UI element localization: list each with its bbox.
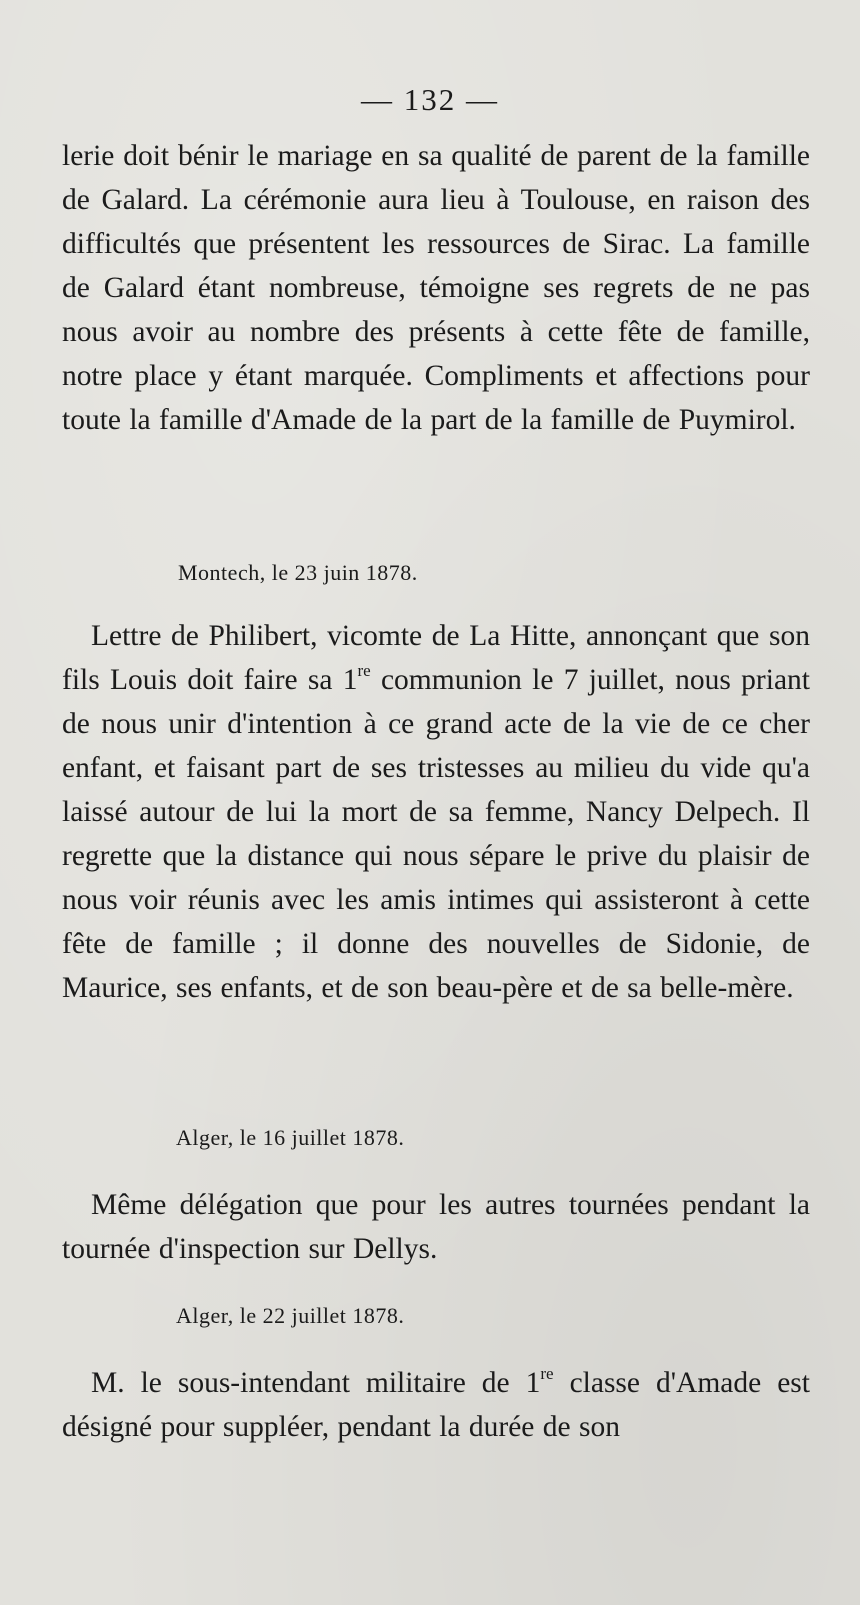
paragraph-3: Même délégation que pour les autres tournées pendant la tournée d'inspection sur Dellys.: [62, 1189, 810, 1265]
sous-intendant-note: [62, 1361, 810, 1449]
page-number: — 132 —: [361, 82, 499, 117]
dateline-alger-22: Alger, le 22 juillet 1878.: [176, 1303, 405, 1328]
paragraph-4-rest: classe d'Amade est désigné pour suppléer, pendant la durée de son: [62, 1367, 810, 1443]
paragraph-1: lerie doit bénir le mariage en sa qualité de parent de la famille de Galard. La cérémonie aura lieu à Toulouse, en raison des difficultés que présentent les ressources de Sirac. La famille de Galard étant nombreuse, témoigne ses regrets de ne pas nous avoir au nombre des présents à cette fête de famille, notre place y étant marquée. Compliments et affections pour toute la famille d'Amade de la part de la famille de Puymirol.: [62, 140, 810, 436]
paragraph-2: [62, 614, 810, 1010]
paragraph-4-start: M. le sous-intendant militaire de 1: [91, 1367, 541, 1399]
dateline-montech: Montech, le 23 juin 1878.: [178, 560, 418, 585]
superscript-re: re: [357, 661, 371, 681]
paragraph-2-start: Lettre de Philibert, vicomte de La Hitte, annonçant que son fils Louis doit faire sa 1: [62, 620, 810, 696]
paragraph-4: [62, 1361, 810, 1449]
paragraph-continuation: [62, 134, 810, 442]
delegation-note: [62, 1183, 810, 1271]
dateline-alger-16: Alger, le 16 juillet 1878.: [176, 1125, 405, 1150]
superscript-re-2: re: [540, 1364, 554, 1384]
paragraph-2-rest: communion le 7 juillet, nous priant de nous unir d'intention à ce grand acte de la vie de ce cher enfant, et faisant part de ses tristesses au milieu du vide qu'a laissé autour de lui la mort de sa femme, Nancy Delpech. Il regrette que la distance qui nous sépare le prive du plaisir de nous voir réunis avec les amis intimes qui assisteront à cette fête de famille ; il donne des nouvelles de Sidonie, de Maurice, ses enfants, et de son beau-père et de sa belle-mère.: [62, 664, 810, 1004]
letter-philibert: [62, 614, 810, 1010]
